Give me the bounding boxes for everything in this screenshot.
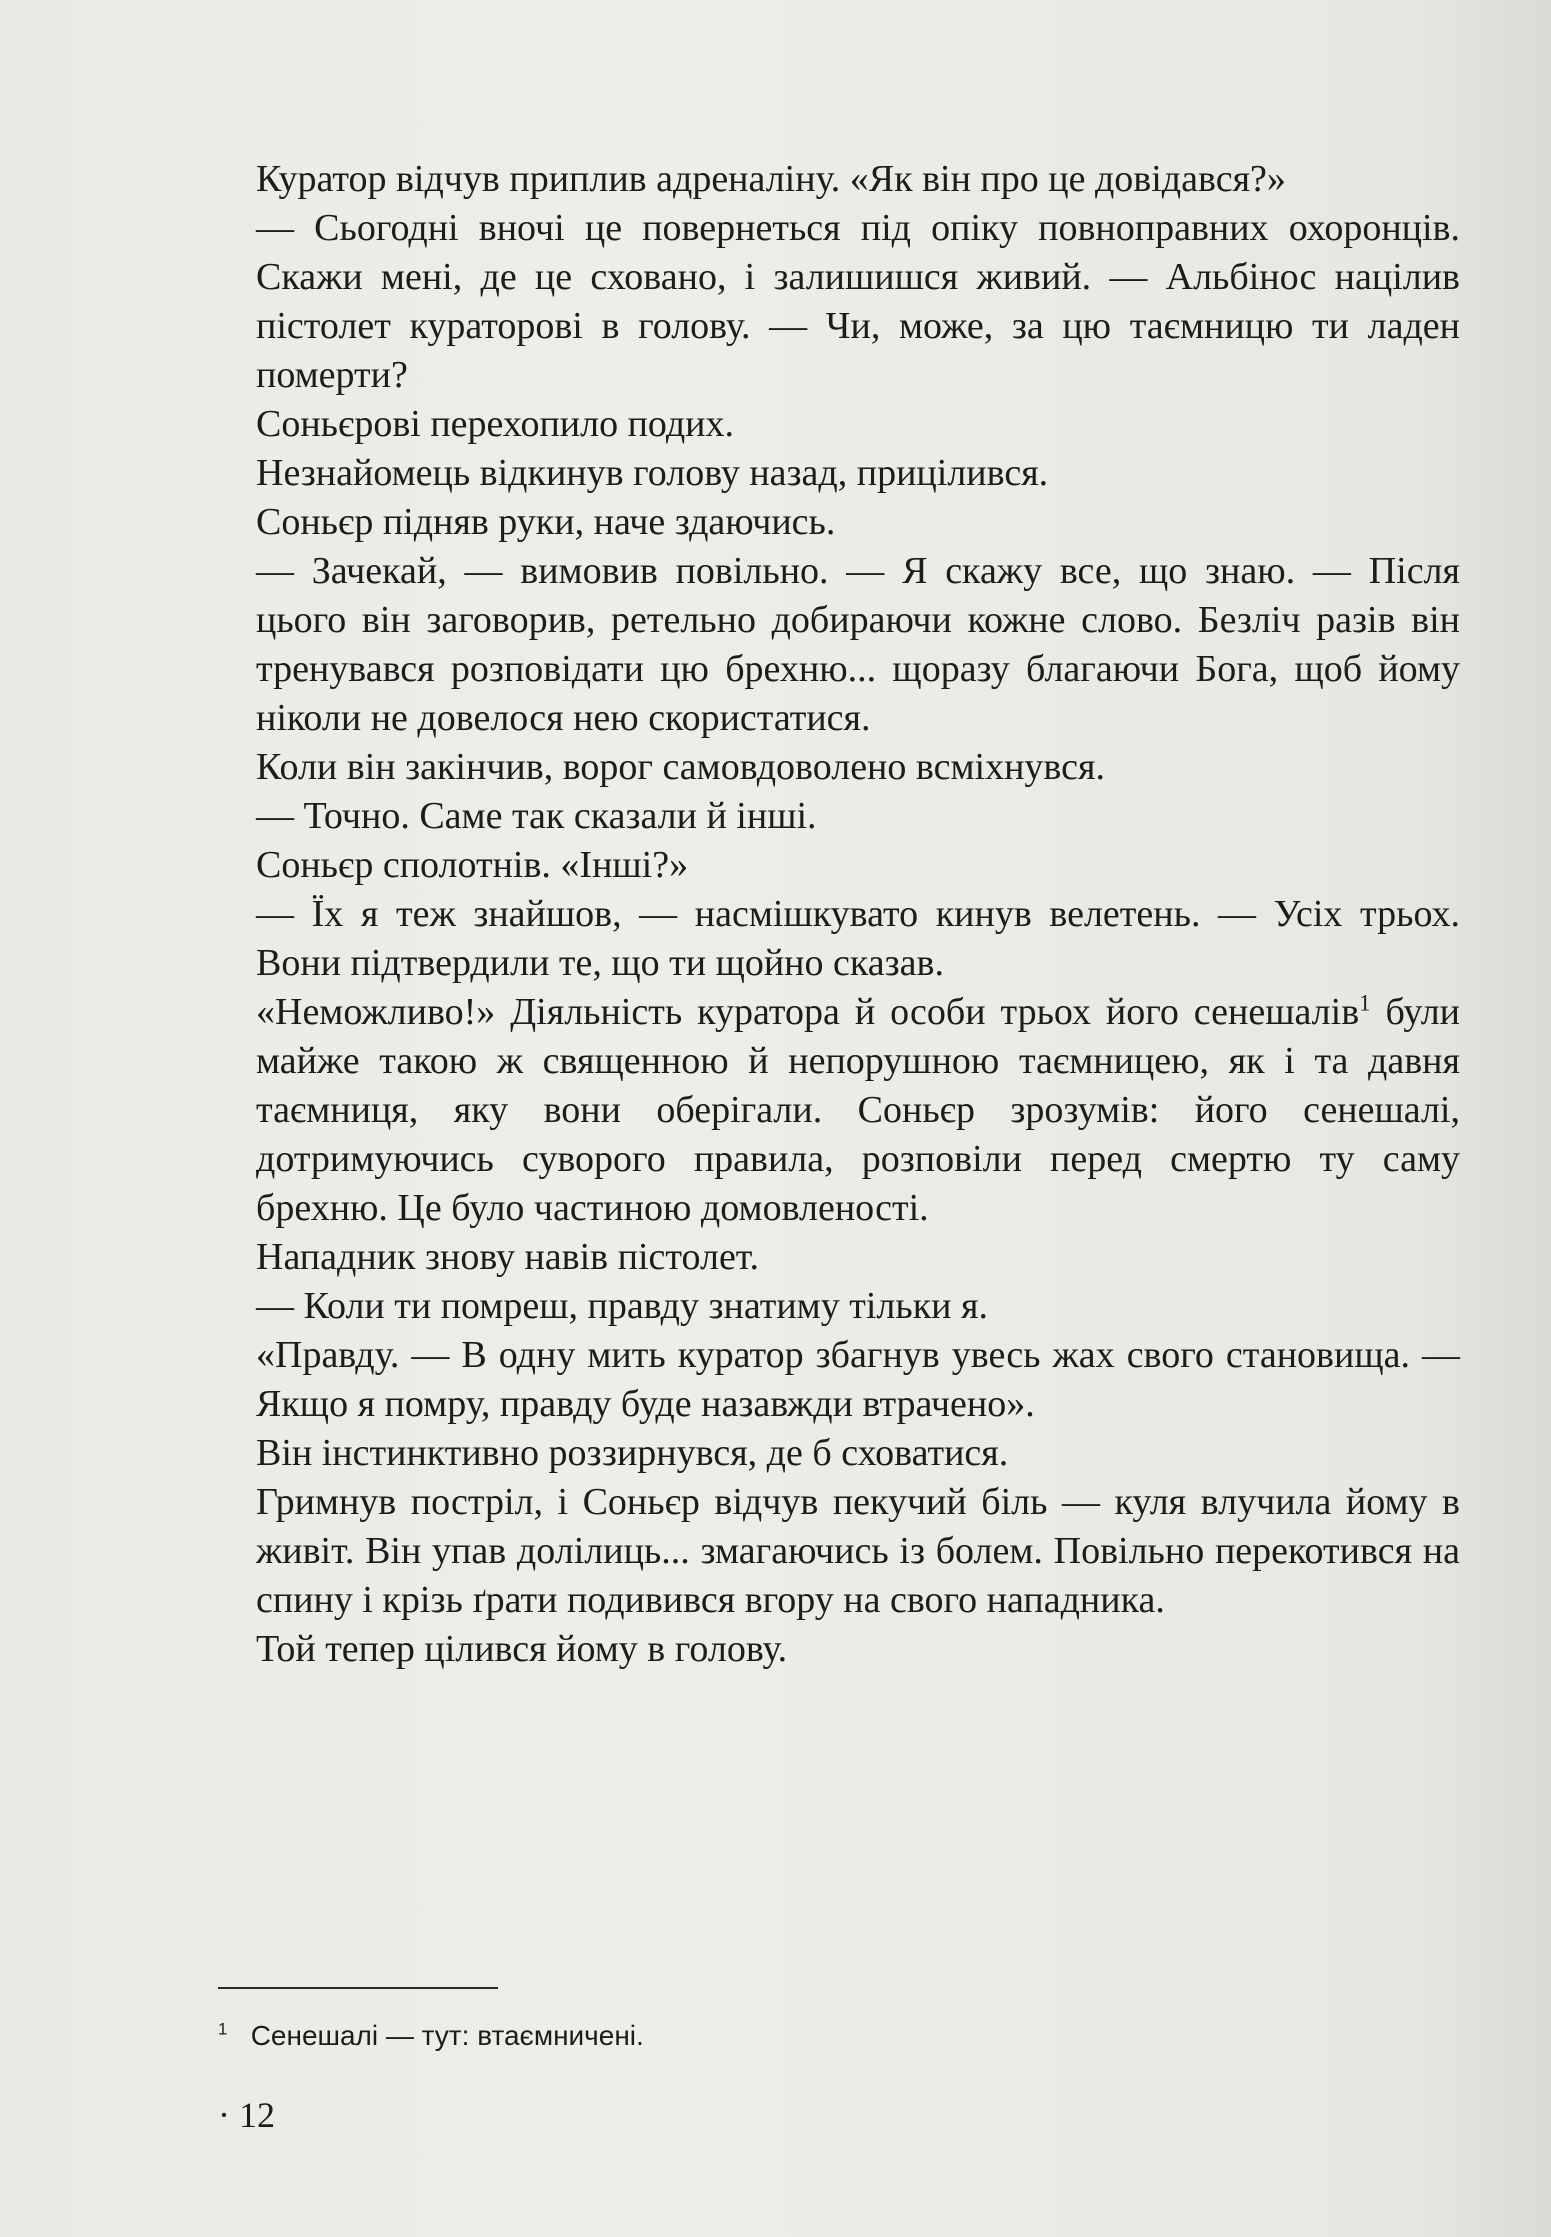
paragraph-11 bbox=[256, 988, 1460, 1233]
footnote-marker: 1 bbox=[218, 2019, 228, 2039]
footnote-text: Сенешалі — тут: втаємничені. bbox=[250, 2020, 644, 2051]
paragraph-7: Коли він закінчив, ворог самовдоволено всміхнувся. bbox=[256, 746, 1105, 788]
paragraph-2: — Сьогодні вночі це повернеться під опіку повноправних охоронців. Скажи мені, де це сховано, і залишишся живий. — Альбінос націлив пістолет кураторові в голову. — Чи, може, за цю таємницю ти ладен померти? bbox=[256, 207, 1460, 396]
footnote-reference: 1 bbox=[1359, 990, 1371, 1016]
paragraph-10: — Їх я теж знайшов, — насмішкувато кинув велетень. — Усіх трьох. Вони підтвердили те, що ти щойно сказав. bbox=[256, 893, 1460, 984]
paragraph-1: Куратор відчув приплив адреналіну. «Як він про це довідався?» bbox=[256, 158, 1286, 200]
footnote-divider bbox=[218, 1987, 498, 1989]
paragraph-8: — Точно. Саме так сказали й інші. bbox=[256, 795, 817, 837]
paragraph-16: Гримнув постріл, і Соньєр відчув пекучий біль — куля влучила йому в живіт. Він упав долілиць... змагаючись із болем. Повільно перекотився на спину і крізь ґрати подивився вгору на свого нападника. bbox=[256, 1481, 1460, 1621]
paragraph-14: «Правду. — В одну мить куратор збагнув увесь жах свого становища. — Якщо я помру, правду буде назавжди втрачено». bbox=[256, 1334, 1460, 1425]
paragraph-11-end: були майже такою ж священною й непорушною таємницею, як і та давня таємниця, яку вони оберігали. Соньєр зрозумів: його сенешалі, дотримуючись суворого правила, розповіли перед смертю ту саму брехню. Це було частиною домовленості. bbox=[256, 991, 1460, 1229]
page-number: · 12 bbox=[218, 2095, 275, 2135]
paragraph-11-start: «Неможливо!» Діяльність куратора й особи трьох його сенешалів bbox=[256, 991, 1360, 1033]
paragraph-3: Соньєрові перехопило подих. bbox=[256, 403, 734, 445]
footnote bbox=[218, 2020, 644, 2052]
paragraph-13: — Коли ти помреш, правду знатиму тільки я. bbox=[256, 1285, 988, 1327]
paragraph-5: Соньєр підняв руки, наче здаючись. bbox=[256, 501, 836, 543]
page-body-text bbox=[256, 155, 1460, 1674]
paragraph-17: Той тепер цілився йому в голову. bbox=[256, 1628, 788, 1670]
paragraph-15: Він інстинктивно роззирнувся, де б сховатися. bbox=[256, 1432, 1009, 1474]
paragraph-12: Нападник знову навів пістолет. bbox=[256, 1236, 760, 1278]
paragraph-6: — Зачекай, — вимовив повільно. — Я скажу все, що знаю. — Після цього він заговорив, ретельно добираючи кожне слово. Безліч разів він тренувався розповідати цю брехню... щоразу благаючи Бога, щоб йому ніколи не довелося нею скористатися. bbox=[256, 550, 1460, 739]
paragraph-9: Соньєр сполотнів. «Інші?» bbox=[256, 844, 689, 886]
paragraph-4: Незнайомець відкинув голову назад, прицілився. bbox=[256, 452, 1049, 494]
